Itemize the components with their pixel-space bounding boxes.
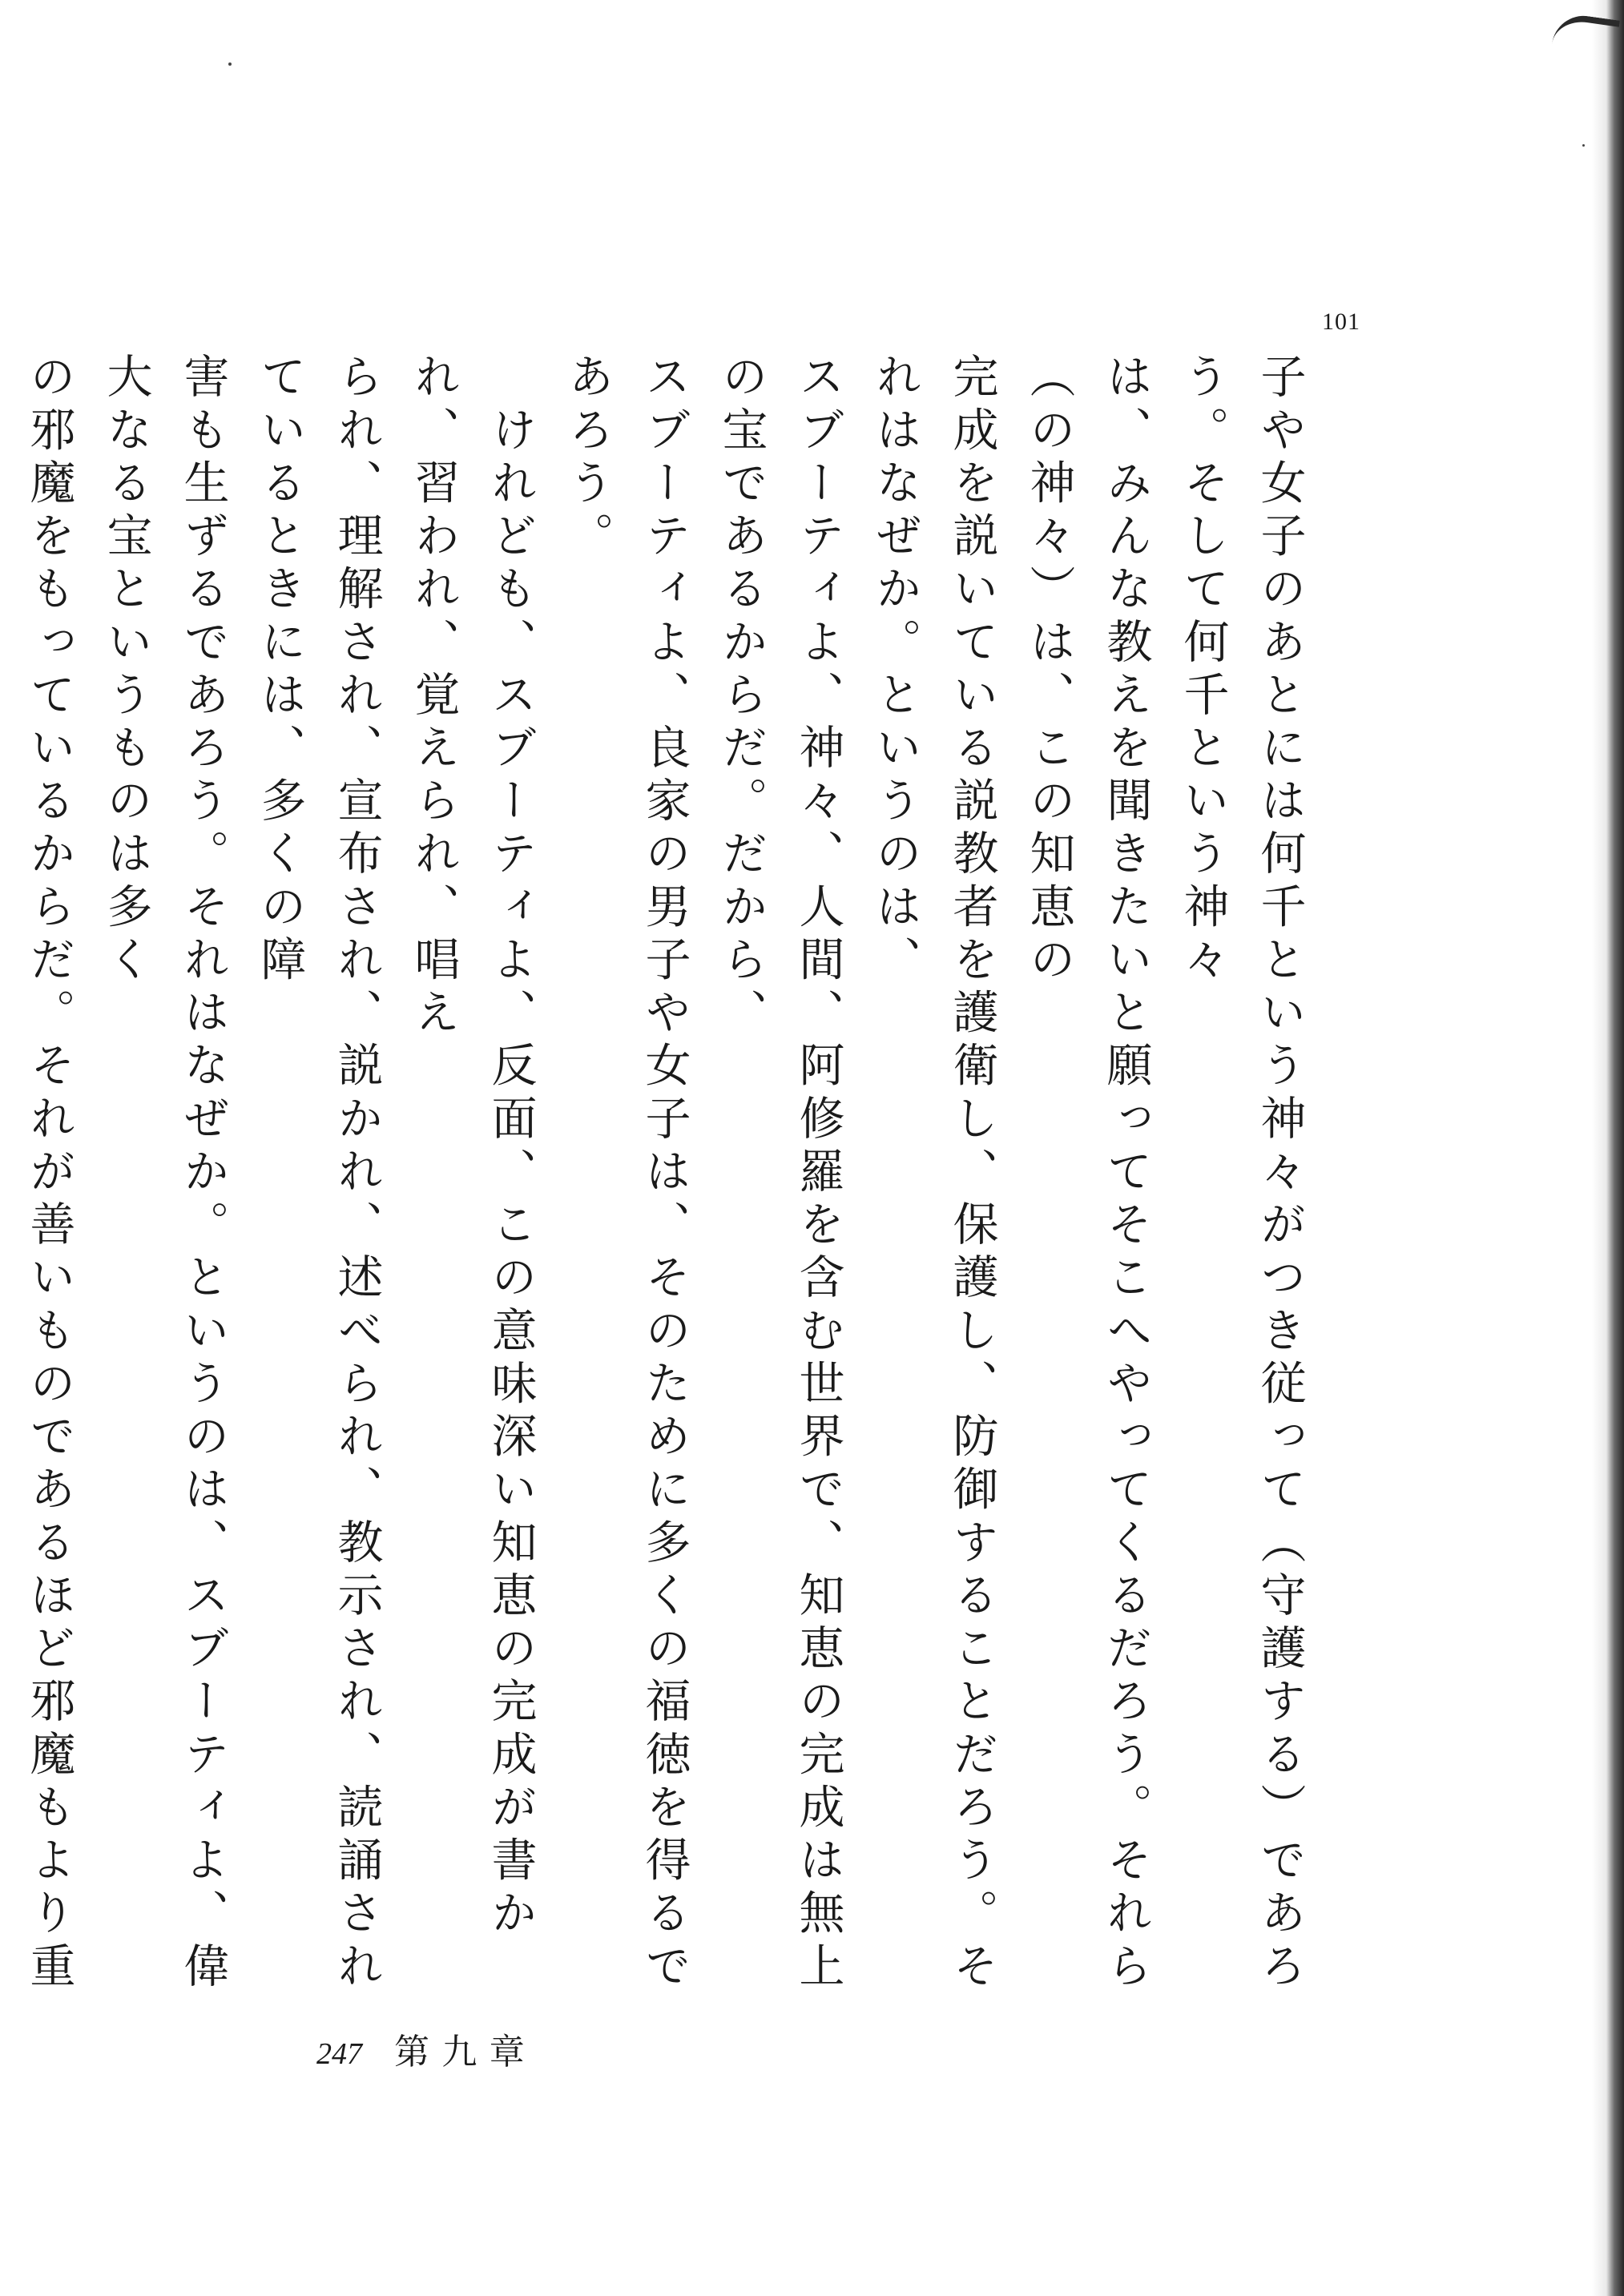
dust-speck	[228, 62, 232, 66]
text-line: スブーティよ、神々、人間、阿修羅を含む世界で、知恵の完成は無上の宝であるからだ。だから、	[715, 352, 844, 1995]
text-line: られ、理解され、宣布され、説かれ、述べられ、教示され、読誦されているときには、多くの障	[253, 352, 383, 1995]
text-line: 子や女子のあとには何千という神々がつき従って（守護する）であろう。そして何千という神々	[1176, 352, 1306, 1995]
text-line: 完成を説いている説教者を護衛し、保護し、防御することだろう。それはなぜか。というのは、	[868, 352, 998, 1995]
text-line: の邪魔をもっているからだ。それが善いものであるほど邪魔もより重	[22, 352, 75, 1995]
text-line: 害も生ずるであろう。それはなぜか。というのは、スブーティよ、偉大なる宝というものは多く	[99, 352, 229, 1995]
page-corner-curl	[1551, 12, 1620, 59]
text-line: スブーティよ、良家の男子や女子は、そのために多くの福徳を得るであろう。	[561, 352, 691, 1995]
body-text	[22, 352, 1318, 1995]
text-line: けれども、スブーティよ、反面、この意味深い知恵の完成が書かれ、習われ、覚えられ、唱え	[407, 352, 537, 1942]
page-footer	[316, 2023, 537, 2074]
dust-speck	[1582, 144, 1585, 147]
chapter-title: 第九章	[394, 2032, 538, 2072]
text-line: は、みんな教えを聞きたいと願ってそこへやってくるだろう。それら（の神々）は、この知恵の	[1022, 352, 1152, 1995]
page-number: 101	[1322, 308, 1360, 335]
page-edge-shadow	[1592, 0, 1624, 2296]
folio-number: 247	[316, 2037, 362, 2071]
